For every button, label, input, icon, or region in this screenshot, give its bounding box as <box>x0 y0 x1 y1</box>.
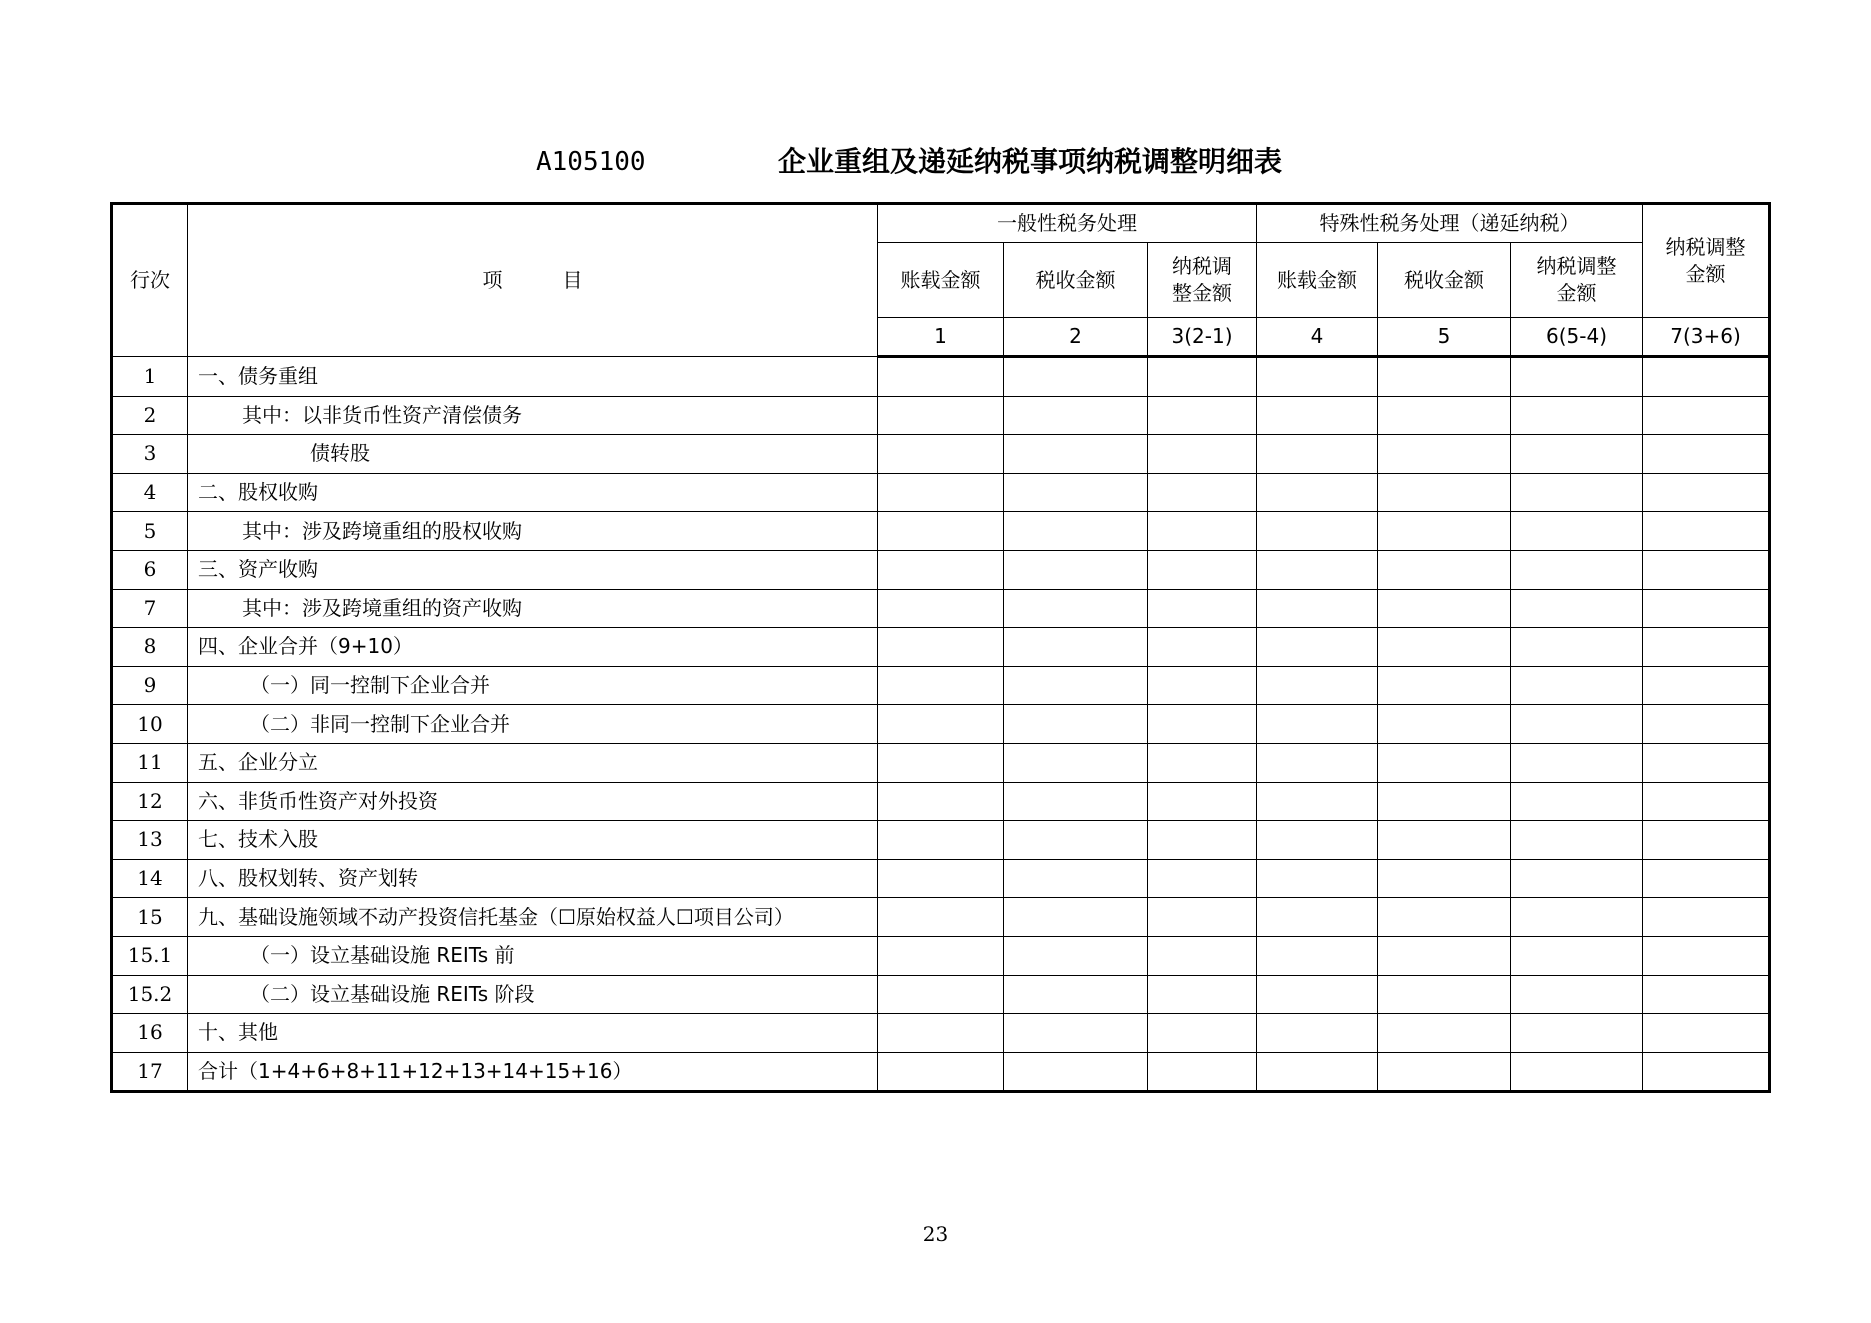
amount-cell-col-1[interactable] <box>878 357 1004 397</box>
header-total-adjust: 纳税调整金额 <box>1643 204 1770 318</box>
table-row <box>112 628 1770 667</box>
amount-cell-col-2[interactable] <box>1004 743 1148 782</box>
header-col-4: 账载金额 <box>1257 243 1378 318</box>
header-item: 项 目 <box>188 204 878 357</box>
amount-cell-col-4[interactable] <box>1257 473 1378 512</box>
amount-cell-col-5[interactable] <box>1378 898 1511 937</box>
amount-cell-col-7[interactable] <box>1643 936 1770 975</box>
amount-cell-col-6[interactable] <box>1511 435 1643 474</box>
amount-cell-col-2[interactable] <box>1004 628 1148 667</box>
amount-cell-col-6[interactable] <box>1511 357 1643 397</box>
amount-cell-col-5[interactable] <box>1378 396 1511 435</box>
row-number: 10 <box>112 705 188 744</box>
amount-cell-col-4[interactable] <box>1257 821 1378 860</box>
amount-cell-col-6[interactable] <box>1511 550 1643 589</box>
row-item-text: 其中：涉及跨境重组的股权收购 <box>242 518 522 543</box>
amount-cell-col-5[interactable] <box>1378 435 1511 474</box>
amount-cell-col-3[interactable] <box>1148 357 1257 397</box>
amount-cell-col-3[interactable] <box>1148 512 1257 551</box>
row-item-label <box>188 743 878 782</box>
table-row <box>112 512 1770 551</box>
row-item-label <box>188 550 878 589</box>
table-row <box>112 666 1770 705</box>
row-item-text: 七、技术入股 <box>198 827 318 852</box>
row-number: 2 <box>112 396 188 435</box>
amount-cell-col-6[interactable] <box>1511 898 1643 937</box>
amount-cell-col-6[interactable] <box>1511 396 1643 435</box>
amount-cell-col-2[interactable] <box>1004 1014 1148 1053</box>
amount-cell-col-3[interactable] <box>1148 628 1257 667</box>
header-colnum-2: 2 <box>1004 318 1148 357</box>
amount-cell-col-1[interactable] <box>878 1014 1004 1053</box>
amount-cell-col-3[interactable] <box>1148 473 1257 512</box>
row-item-label <box>188 512 878 551</box>
amount-cell-col-2[interactable] <box>1004 589 1148 628</box>
amount-cell-col-4[interactable] <box>1257 975 1378 1014</box>
header-general-group: 一般性税务处理 <box>878 204 1257 243</box>
row-item-label <box>188 357 878 397</box>
amount-cell-col-4[interactable] <box>1257 1052 1378 1092</box>
row-item-text: （二）设立基础设施 REITs 阶段 <box>250 981 535 1006</box>
header-col-3: 纳税调整金额 <box>1148 243 1257 318</box>
amount-cell-col-5[interactable] <box>1378 705 1511 744</box>
amount-cell-col-6[interactable] <box>1511 743 1643 782</box>
amount-cell-col-7[interactable] <box>1643 550 1770 589</box>
row-item-text: 六、非货币性资产对外投资 <box>198 788 438 813</box>
amount-cell-col-2[interactable] <box>1004 782 1148 821</box>
amount-cell-col-1[interactable] <box>878 666 1004 705</box>
amount-cell-col-6[interactable] <box>1511 628 1643 667</box>
amount-cell-col-1[interactable] <box>878 473 1004 512</box>
amount-cell-col-3[interactable] <box>1148 435 1257 474</box>
amount-cell-col-7[interactable] <box>1643 435 1770 474</box>
amount-cell-col-1[interactable] <box>878 859 1004 898</box>
amount-cell-col-1[interactable] <box>878 975 1004 1014</box>
amount-cell-col-5[interactable] <box>1378 782 1511 821</box>
amount-cell-col-5[interactable] <box>1378 975 1511 1014</box>
amount-cell-col-4[interactable] <box>1257 936 1378 975</box>
amount-cell-col-4[interactable] <box>1257 743 1378 782</box>
adjustment-table <box>110 202 1771 1093</box>
amount-cell-col-2[interactable] <box>1004 975 1148 1014</box>
table-row <box>112 1052 1770 1092</box>
amount-cell-col-5[interactable] <box>1378 666 1511 705</box>
amount-cell-col-5[interactable] <box>1378 512 1511 551</box>
amount-cell-col-1[interactable] <box>878 396 1004 435</box>
row-item-text: （一）设立基础设施 REITs 前 <box>250 943 515 968</box>
amount-cell-col-3[interactable] <box>1148 936 1257 975</box>
row-item-label <box>188 473 878 512</box>
amount-cell-col-5[interactable] <box>1378 357 1511 397</box>
row-number: 3 <box>112 435 188 474</box>
amount-cell-col-1[interactable] <box>878 821 1004 860</box>
row-item-text: （二）非同一控制下企业合并 <box>250 711 510 736</box>
amount-cell-col-5[interactable] <box>1378 550 1511 589</box>
amount-cell-col-7[interactable] <box>1643 473 1770 512</box>
header-colnum-5: 5 <box>1378 318 1511 357</box>
amount-cell-col-5[interactable] <box>1378 589 1511 628</box>
row-item-label <box>188 666 878 705</box>
row-number: 5 <box>112 512 188 551</box>
amount-cell-col-3[interactable] <box>1148 743 1257 782</box>
row-item-label <box>188 1014 878 1053</box>
row-item-text: 五、企业分立 <box>198 750 318 775</box>
table-row <box>112 589 1770 628</box>
row-item-label <box>188 898 878 937</box>
amount-cell-col-7[interactable] <box>1643 821 1770 860</box>
row-number: 1 <box>112 357 188 397</box>
row-item-text: （一）同一控制下企业合并 <box>250 673 490 698</box>
table-row <box>112 435 1770 474</box>
row-item-text: 二、股权收购 <box>198 480 318 505</box>
amount-cell-col-6[interactable] <box>1511 512 1643 551</box>
row-item-label <box>188 589 878 628</box>
row-number: 12 <box>112 782 188 821</box>
amount-cell-col-5[interactable] <box>1378 1014 1511 1053</box>
amount-cell-col-6[interactable] <box>1511 936 1643 975</box>
amount-cell-col-3[interactable] <box>1148 396 1257 435</box>
row-number: 9 <box>112 666 188 705</box>
amount-cell-col-3[interactable] <box>1148 550 1257 589</box>
table-row <box>112 936 1770 975</box>
amount-cell-col-3[interactable] <box>1148 898 1257 937</box>
table-row <box>112 396 1770 435</box>
row-item-label <box>188 821 878 860</box>
form-title-bar <box>0 142 1871 182</box>
amount-cell-col-5[interactable] <box>1378 1052 1511 1092</box>
amount-cell-col-1[interactable] <box>878 550 1004 589</box>
amount-cell-col-2[interactable] <box>1004 473 1148 512</box>
amount-cell-col-7[interactable] <box>1643 743 1770 782</box>
header-colnum-3: 3(2-1) <box>1148 318 1257 357</box>
row-item-text: 其中：涉及跨境重组的资产收购 <box>242 595 522 620</box>
form-code: A105100 <box>536 147 646 177</box>
amount-cell-col-3[interactable] <box>1148 782 1257 821</box>
amount-cell-col-1[interactable] <box>878 512 1004 551</box>
header-col-2: 税收金额 <box>1004 243 1148 318</box>
row-number: 14 <box>112 859 188 898</box>
amount-cell-col-6[interactable] <box>1511 782 1643 821</box>
row-item-label <box>188 435 878 474</box>
amount-cell-col-1[interactable] <box>878 936 1004 975</box>
row-item-text: 债转股 <box>310 441 370 466</box>
amount-cell-col-7[interactable] <box>1643 589 1770 628</box>
amount-cell-col-2[interactable] <box>1004 898 1148 937</box>
amount-cell-col-2[interactable] <box>1004 396 1148 435</box>
amount-cell-col-7[interactable] <box>1643 1052 1770 1092</box>
header-colnum-6: 6(5-4) <box>1511 318 1643 357</box>
amount-cell-col-7[interactable] <box>1643 666 1770 705</box>
table-row <box>112 898 1770 937</box>
row-item-label <box>188 396 878 435</box>
amount-cell-col-4[interactable] <box>1257 666 1378 705</box>
row-item-label <box>188 975 878 1014</box>
amount-cell-col-5[interactable] <box>1378 859 1511 898</box>
amount-cell-col-4[interactable] <box>1257 396 1378 435</box>
amount-cell-col-3[interactable] <box>1148 821 1257 860</box>
row-item-label <box>188 628 878 667</box>
amount-cell-col-2[interactable] <box>1004 859 1148 898</box>
amount-cell-col-1[interactable] <box>878 628 1004 667</box>
row-number: 8 <box>112 628 188 667</box>
amount-cell-col-7[interactable] <box>1643 357 1770 397</box>
amount-cell-col-5[interactable] <box>1378 821 1511 860</box>
table-row <box>112 782 1770 821</box>
amount-cell-col-3[interactable] <box>1148 1052 1257 1092</box>
row-item-text: 一、债务重组 <box>198 363 318 388</box>
amount-cell-col-6[interactable] <box>1511 666 1643 705</box>
amount-cell-col-4[interactable] <box>1257 589 1378 628</box>
amount-cell-col-6[interactable] <box>1511 859 1643 898</box>
row-item-text: 四、企业合并（9+10） <box>198 634 413 659</box>
amount-cell-col-2[interactable] <box>1004 357 1148 397</box>
row-number: 6 <box>112 550 188 589</box>
table-row <box>112 550 1770 589</box>
amount-cell-col-4[interactable] <box>1257 898 1378 937</box>
amount-cell-col-6[interactable] <box>1511 975 1643 1014</box>
row-number: 7 <box>112 589 188 628</box>
table-row <box>112 705 1770 744</box>
amount-cell-col-2[interactable] <box>1004 821 1148 860</box>
row-number: 4 <box>112 473 188 512</box>
table-row <box>112 357 1770 397</box>
row-item-label <box>188 1052 878 1092</box>
row-item-label <box>188 705 878 744</box>
amount-cell-col-7[interactable] <box>1643 628 1770 667</box>
amount-cell-col-2[interactable] <box>1004 550 1148 589</box>
page-number: 23 <box>922 1222 949 1246</box>
row-number: 16 <box>112 1014 188 1053</box>
amount-cell-col-2[interactable] <box>1004 512 1148 551</box>
amount-cell-col-6[interactable] <box>1511 821 1643 860</box>
amount-cell-col-1[interactable] <box>878 743 1004 782</box>
amount-cell-col-5[interactable] <box>1378 473 1511 512</box>
amount-cell-col-4[interactable] <box>1257 512 1378 551</box>
amount-cell-col-2[interactable] <box>1004 435 1148 474</box>
amount-cell-col-6[interactable] <box>1511 1014 1643 1053</box>
header-special-group: 特殊性税务处理（递延纳税） <box>1257 204 1643 243</box>
amount-cell-col-6[interactable] <box>1511 473 1643 512</box>
amount-cell-col-1[interactable] <box>878 1052 1004 1092</box>
row-item-label <box>188 936 878 975</box>
table-row <box>112 821 1770 860</box>
amount-cell-col-7[interactable] <box>1643 705 1770 744</box>
amount-cell-col-5[interactable] <box>1378 628 1511 667</box>
amount-cell-col-7[interactable] <box>1643 859 1770 898</box>
header-colnum-1: 1 <box>878 318 1004 357</box>
amount-cell-col-3[interactable] <box>1148 859 1257 898</box>
amount-cell-col-2[interactable] <box>1004 705 1148 744</box>
row-item-text: 其中：以非货币性资产清偿债务 <box>242 402 522 427</box>
amount-cell-col-1[interactable] <box>878 589 1004 628</box>
amount-cell-col-4[interactable] <box>1257 435 1378 474</box>
table-row <box>112 743 1770 782</box>
amount-cell-col-3[interactable] <box>1148 975 1257 1014</box>
amount-cell-col-3[interactable] <box>1148 1014 1257 1053</box>
row-number: 15.2 <box>112 975 188 1014</box>
amount-cell-col-4[interactable] <box>1257 705 1378 744</box>
amount-cell-col-2[interactable] <box>1004 936 1148 975</box>
amount-cell-col-5[interactable] <box>1378 936 1511 975</box>
amount-cell-col-4[interactable] <box>1257 859 1378 898</box>
amount-cell-col-7[interactable] <box>1643 512 1770 551</box>
amount-cell-col-5[interactable] <box>1378 743 1511 782</box>
amount-cell-col-3[interactable] <box>1148 705 1257 744</box>
amount-cell-col-6[interactable] <box>1511 705 1643 744</box>
row-item-text: 三、资产收购 <box>198 557 318 582</box>
amount-cell-col-7[interactable] <box>1643 1014 1770 1053</box>
row-number: 15.1 <box>112 936 188 975</box>
row-item-label <box>188 782 878 821</box>
amount-cell-col-4[interactable] <box>1257 1014 1378 1053</box>
row-item-text: 合计（1+4+6+8+11+12+13+14+15+16） <box>198 1058 633 1083</box>
amount-cell-col-3[interactable] <box>1148 589 1257 628</box>
amount-cell-col-4[interactable] <box>1257 357 1378 397</box>
row-item-label <box>188 859 878 898</box>
amount-cell-col-3[interactable] <box>1148 666 1257 705</box>
header-row-no: 行次 <box>112 204 188 357</box>
header-colnum-4: 4 <box>1257 318 1378 357</box>
amount-cell-col-7[interactable] <box>1643 396 1770 435</box>
amount-cell-col-7[interactable] <box>1643 898 1770 937</box>
amount-cell-col-2[interactable] <box>1004 666 1148 705</box>
amount-cell-col-7[interactable] <box>1643 782 1770 821</box>
amount-cell-col-7[interactable] <box>1643 975 1770 1014</box>
row-number: 13 <box>112 821 188 860</box>
row-number: 11 <box>112 743 188 782</box>
amount-cell-col-1[interactable] <box>878 705 1004 744</box>
table-row <box>112 975 1770 1014</box>
amount-cell-col-4[interactable] <box>1257 628 1378 667</box>
form-title: 企业重组及递延纳税事项纳税调整明细表 <box>778 145 1283 178</box>
header-colnum-7: 7(3+6) <box>1643 318 1770 357</box>
amount-cell-col-1[interactable] <box>878 782 1004 821</box>
header-col-6: 纳税调整金额 <box>1511 243 1643 318</box>
row-item-text: 九、基础设施领域不动产投资信托基金（☐原始权益人☐项目公司） <box>198 904 794 929</box>
table-row <box>112 1014 1770 1053</box>
amount-cell-col-1[interactable] <box>878 898 1004 937</box>
amount-cell-col-6[interactable] <box>1511 589 1643 628</box>
amount-cell-col-4[interactable] <box>1257 550 1378 589</box>
row-item-text: 八、股权划转、资产划转 <box>198 866 418 891</box>
row-number: 15 <box>112 898 188 937</box>
amount-cell-col-6[interactable] <box>1511 1052 1643 1092</box>
header-col-1: 账载金额 <box>878 243 1004 318</box>
row-number: 17 <box>112 1052 188 1092</box>
amount-cell-col-4[interactable] <box>1257 782 1378 821</box>
amount-cell-col-1[interactable] <box>878 435 1004 474</box>
table-row <box>112 859 1770 898</box>
row-item-text: 十、其他 <box>198 1020 278 1045</box>
header-col-5: 税收金额 <box>1378 243 1511 318</box>
table-row <box>112 473 1770 512</box>
amount-cell-col-2[interactable] <box>1004 1052 1148 1092</box>
